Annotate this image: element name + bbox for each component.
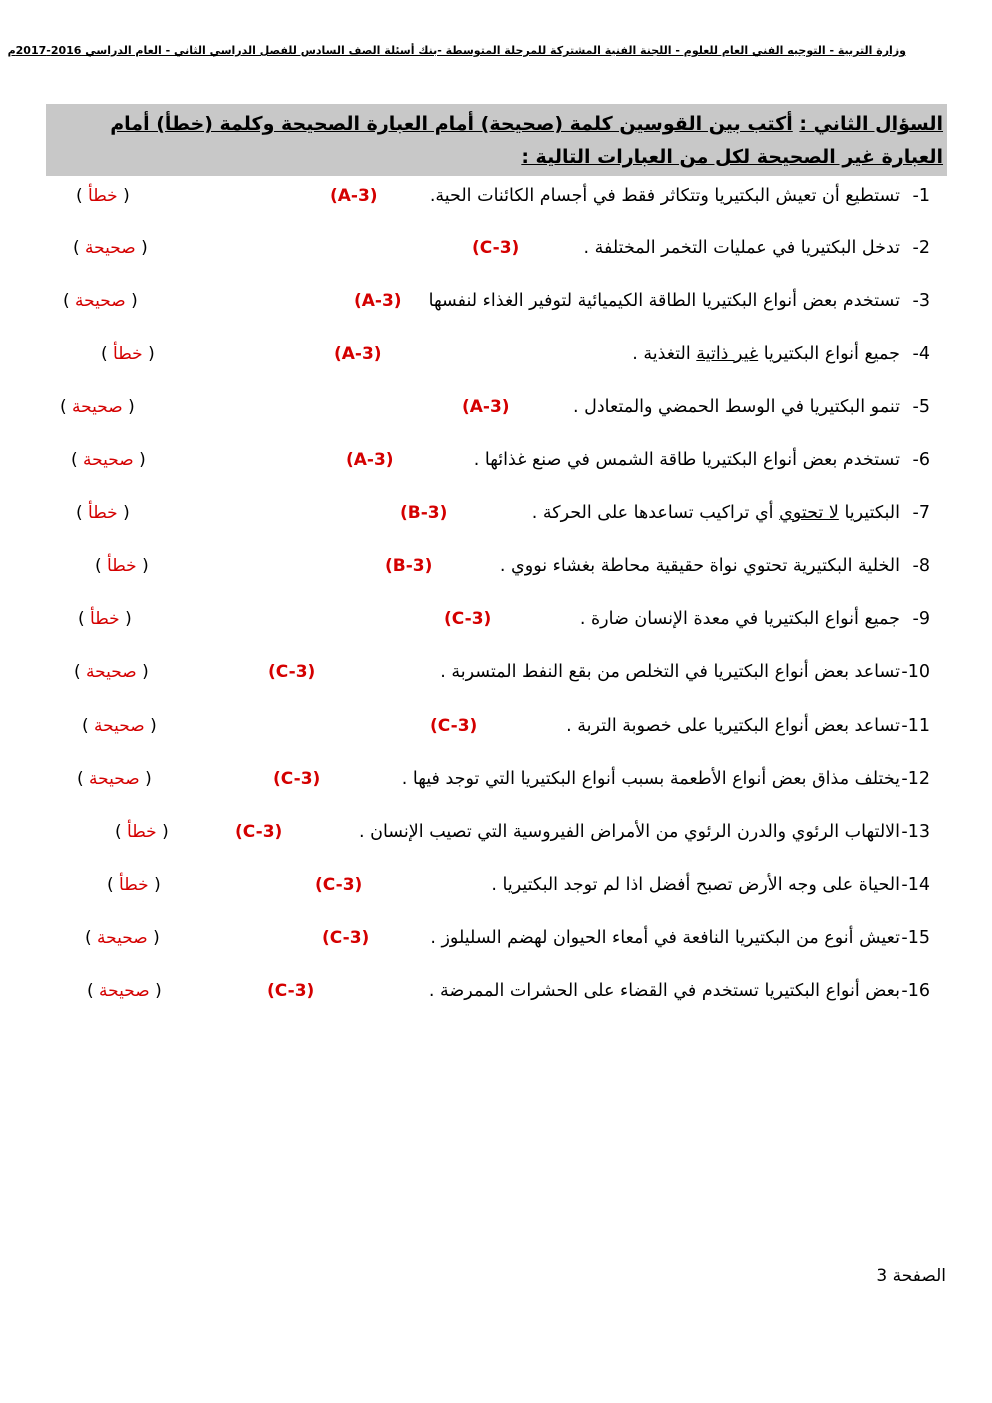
statement-text (370, 503, 930, 523)
statement-number: 1- (912, 186, 930, 206)
statement-body: الخلية البكتيرية تحتوي نواة حقيقية محاطة بغشاء نووي . (499, 556, 900, 576)
statement-body: جميع أنواع البكتيريا (763, 344, 900, 364)
statement-text (359, 822, 930, 842)
statement-text (370, 662, 930, 682)
answer-bracket: ( خطأ ) (76, 186, 130, 206)
answer-bracket: ( خطأ ) (76, 503, 130, 523)
statement-row (40, 232, 930, 272)
statement-row (40, 869, 930, 909)
answer-text: صحيحة (83, 450, 134, 470)
answer-bracket: ( خطأ ) (101, 344, 155, 364)
statement-number: 11- (901, 716, 930, 736)
objective-code: (C-3) (444, 609, 492, 629)
statement-row (40, 975, 930, 1015)
answer-text: صحيحة (94, 716, 145, 736)
statement-text (370, 769, 930, 789)
statement-row (40, 285, 930, 325)
objective-code: (C-3) (472, 238, 520, 258)
answer-bracket: ( صحيحة ) (73, 238, 148, 258)
statement-text (370, 981, 930, 1001)
objective-code: (C-3) (315, 875, 363, 895)
statement-number: 12- (901, 769, 930, 789)
statement-row (40, 603, 930, 643)
answer-text: خطأ (113, 344, 143, 364)
answer-bracket: ( صحيحة ) (82, 716, 157, 736)
objective-code: (C-3) (268, 662, 316, 682)
statement-number: 4- (912, 344, 930, 364)
statement-body: تستطيع أن تعيش البكتيريا وتتكاثر فقط في أجسام الكائنات الحية. (429, 186, 900, 206)
answer-bracket: ( صحيحة ) (71, 450, 146, 470)
objective-code: (C-3) (235, 822, 283, 842)
answer-bracket: ( صحيحة ) (63, 291, 138, 311)
answer-bracket: ( خطأ ) (78, 609, 132, 629)
answer-text: خطأ (88, 503, 118, 523)
objective-code: (B-3) (400, 503, 448, 523)
answer-text: صحيحة (85, 238, 136, 258)
objective-code: (C-3) (322, 928, 370, 948)
objective-code: (B-3) (385, 556, 433, 576)
answer-text: صحيحة (72, 397, 123, 417)
statement-row (40, 922, 930, 962)
objective-code: (A-3) (346, 450, 394, 470)
statement-number: 15- (901, 928, 930, 948)
statement-body-end: التغذية . (632, 344, 691, 364)
statement-number: 10- (901, 662, 930, 682)
statement-underlined: لا تحتوي (779, 503, 839, 523)
statement-text (370, 344, 930, 364)
answer-text: صحيحة (75, 291, 126, 311)
statement-number: 7- (912, 503, 930, 523)
answer-bracket: ( خطأ ) (95, 556, 149, 576)
statement-body: بعض أنواع البكتيريا تستخدم في القضاء على الحشرات الممرضة . (428, 981, 900, 1001)
objective-code: (C-3) (267, 981, 315, 1001)
statement-text (370, 186, 930, 206)
statement-row (40, 656, 930, 696)
objective-code: (A-3) (354, 291, 402, 311)
objective-code: (C-3) (430, 716, 478, 736)
statement-body: تساعد بعض أنواع البكتيريا في التخلص من بقع النفط المتسربة . (440, 662, 900, 682)
answer-bracket: ( صحيحة ) (85, 928, 160, 948)
statement-row (40, 180, 930, 220)
statement-body: تساعد بعض أنواع البكتيريا على خصوبة التربة . (566, 716, 900, 736)
answer-text: خطأ (90, 609, 120, 629)
statement-row (40, 710, 930, 750)
statement-number: 2- (912, 238, 930, 258)
statement-row (40, 391, 930, 431)
statement-body: تنمو البكتيريا في الوسط الحمضي والمتعادل . (573, 397, 900, 417)
objective-code: (A-3) (462, 397, 510, 417)
page-number: الصفحة 3 (876, 1266, 946, 1286)
statement-number: 5- (912, 397, 930, 417)
statement-body: يختلف مذاق بعض أنواع الأطعمة بسبب أنواع البكتيريا التي توجد فيها . (401, 769, 900, 789)
statement-body: الالتهاب الرئوي والدرن الرئوي من الأمراض الفيروسية التي تصيب الإنسان . (359, 822, 900, 842)
answer-text: صحيحة (89, 769, 140, 789)
answer-text: صحيحة (86, 662, 137, 682)
statement-list (40, 180, 930, 1040)
answer-text: صحيحة (97, 928, 148, 948)
answer-text: خطأ (127, 822, 157, 842)
answer-text: خطأ (119, 875, 149, 895)
statement-text (370, 238, 930, 258)
statement-underlined: غير ذاتية (696, 344, 759, 364)
statement-text (370, 450, 930, 470)
statement-text (370, 291, 930, 311)
statement-row (40, 816, 930, 856)
statement-text (370, 556, 930, 576)
answer-text: خطأ (88, 186, 118, 206)
statement-number: 9- (912, 609, 930, 629)
statement-body: البكتيريا (844, 503, 900, 523)
statement-text (370, 397, 930, 417)
question-banner (46, 104, 947, 176)
statement-row (40, 550, 930, 590)
answer-text: صحيحة (99, 981, 150, 1001)
statement-number: 6- (912, 450, 930, 470)
statement-row (40, 763, 930, 803)
statement-number: 14- (901, 875, 930, 895)
statement-body: تعيش أنوع من البكتيريا النافعة في أمعاء الحيوان لهضم السليلوز . (430, 928, 900, 948)
statement-body: تستخدم بعض أنواع البكتيريا الطاقة الكيميائية لتوفير الغذاء لنفسها (428, 291, 900, 311)
answer-bracket: ( صحيحة ) (60, 397, 135, 417)
question-label: السؤال الثاني : (799, 113, 943, 135)
statement-row (40, 497, 930, 537)
statement-row (40, 338, 930, 378)
answer-bracket: ( صحيحة ) (87, 981, 162, 1001)
statement-body: جميع أنواع البكتيريا في معدة الإنسان ضارة . (579, 609, 900, 629)
statement-row (40, 444, 930, 484)
statement-body: الحياة على وجه الأرض تصبح أفضل اذا لم توجد البكتيريا . (491, 875, 900, 895)
objective-code: (C-3) (273, 769, 321, 789)
answer-bracket: ( خطأ ) (115, 822, 169, 842)
statement-body: تستخدم بعض أنواع البكتيريا طاقة الشمس في صنع غذائها . (473, 450, 900, 470)
statement-number: 3- (912, 291, 930, 311)
statement-body: تدخل البكتيريا في عمليات التخمر المختلفة . (583, 238, 900, 258)
objective-code: (A-3) (330, 186, 378, 206)
objective-code: (A-3) (334, 344, 382, 364)
statement-number: 16- (901, 981, 930, 1001)
answer-bracket: ( خطأ ) (107, 875, 161, 895)
answer-text: خطأ (107, 556, 137, 576)
statement-text (370, 928, 930, 948)
statement-text (370, 875, 930, 895)
answer-bracket: ( صحيحة ) (77, 769, 152, 789)
statement-body-end: أي تراكيب تساعدها على الحركة . (531, 503, 774, 523)
statement-number: 13- (901, 822, 930, 842)
statement-number: 8- (912, 556, 930, 576)
page-header: وزارة التربية - التوجيه الفني العام للعلوم - اللجنة الفنية المشتركة للمرحلة المتوسطة -بنك أسئلة الصف السادس للفصل الدراسي الثاني - العام الدراسي 2016-2017م (7, 44, 906, 57)
question-instruction: أكتب بين القوسين كلمة (صحيحة) أمام العبارة الصحيحة وكلمة (خطأ) أمام العبارة غير الصحيحة لكل من العبارات التالية : (110, 113, 943, 168)
answer-bracket: ( صحيحة ) (74, 662, 149, 682)
